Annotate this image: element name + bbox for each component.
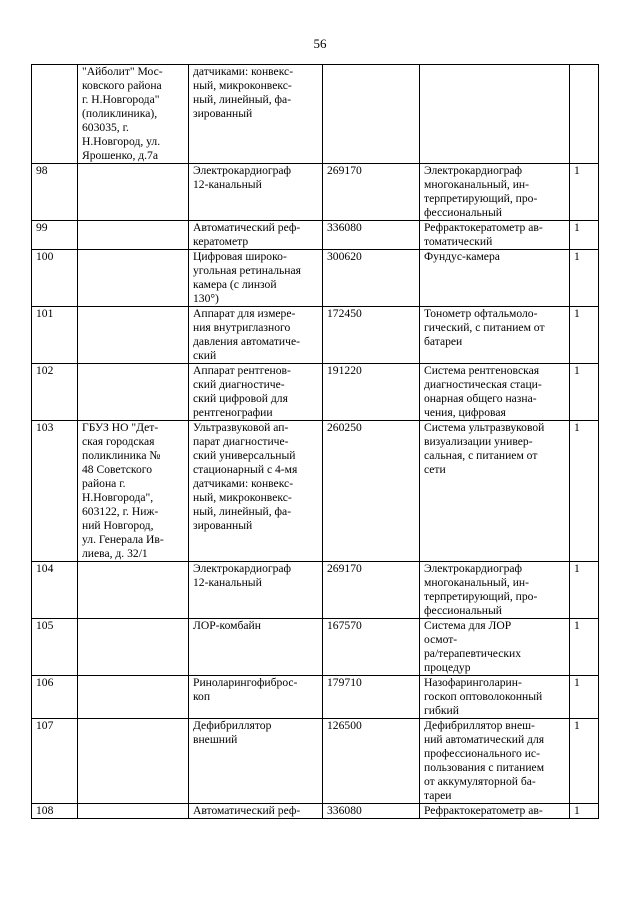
row-number-cell: 105 xyxy=(32,619,78,676)
equipment-code-cell: 172450 xyxy=(323,307,420,364)
row-number-cell: 99 xyxy=(32,221,78,250)
equipment-code-cell: 336080 xyxy=(323,221,420,250)
equipment-name-cell: Риноларингофиброс- коп xyxy=(189,676,323,719)
organization-cell xyxy=(78,676,189,719)
organization-cell xyxy=(78,619,189,676)
quantity-cell xyxy=(570,65,599,164)
table-row xyxy=(32,164,599,221)
organization-cell xyxy=(78,307,189,364)
equipment-name-cell: Автоматический реф- xyxy=(189,804,323,819)
equipment-code-cell: 269170 xyxy=(323,562,420,619)
table-row xyxy=(32,619,599,676)
equipment-code-cell: 269170 xyxy=(323,164,420,221)
equipment-type-cell: Рефрактокератометр ав- xyxy=(420,804,570,819)
equipment-code-cell xyxy=(323,65,420,164)
organization-cell xyxy=(78,562,189,619)
table-row xyxy=(32,250,599,307)
equipment-name-cell: Цифровая широко- угольная ретинальная камера (с линзой 130°) xyxy=(189,250,323,307)
row-number-cell: 106 xyxy=(32,676,78,719)
row-number-cell: 107 xyxy=(32,719,78,804)
equipment-code-cell: 167570 xyxy=(323,619,420,676)
equipment-name-cell: Электрокардиограф 12-канальный xyxy=(189,562,323,619)
equipment-type-cell: Рефрактокератометр ав- томатический xyxy=(420,221,570,250)
equipment-table-body xyxy=(32,65,599,819)
table-row xyxy=(32,221,599,250)
equipment-type-cell xyxy=(420,65,570,164)
row-number-cell: 98 xyxy=(32,164,78,221)
equipment-type-cell: Дефибриллятор внеш- ний автоматический для профессионального ис- пользования с питанием от аккумуляторной ба- тареи xyxy=(420,719,570,804)
equipment-code-cell: 336080 xyxy=(323,804,420,819)
equipment-type-cell: Электрокардиограф многоканальный, ин- терпретирующий, про- фессиональный xyxy=(420,562,570,619)
organization-cell xyxy=(78,719,189,804)
row-number-cell: 104 xyxy=(32,562,78,619)
row-number-cell: 101 xyxy=(32,307,78,364)
table-row xyxy=(32,562,599,619)
quantity-cell: 1 xyxy=(570,562,599,619)
row-number-cell: 103 xyxy=(32,421,78,562)
organization-cell xyxy=(78,804,189,819)
table-row xyxy=(32,364,599,421)
row-number-cell: 100 xyxy=(32,250,78,307)
equipment-code-cell: 191220 xyxy=(323,364,420,421)
table-row xyxy=(32,421,599,562)
quantity-cell: 1 xyxy=(570,719,599,804)
equipment-type-cell: Тонометр офтальмоло- гический, с питанием от батареи xyxy=(420,307,570,364)
equipment-name-cell: Дефибриллятор внешний xyxy=(189,719,323,804)
equipment-type-cell: Система рентгеновская диагностическая стаци- онарная общего назна- чения, цифровая xyxy=(420,364,570,421)
equipment-code-cell: 126500 xyxy=(323,719,420,804)
table-row xyxy=(32,307,599,364)
table-row xyxy=(32,676,599,719)
table-row xyxy=(32,804,599,819)
organization-cell xyxy=(78,221,189,250)
organization-cell xyxy=(78,250,189,307)
quantity-cell: 1 xyxy=(570,364,599,421)
equipment-name-cell: Аппарат рентгенов- ский диагностиче- ский цифровой для рентгенографии xyxy=(189,364,323,421)
equipment-type-cell: Фундус-камера xyxy=(420,250,570,307)
table-row xyxy=(32,719,599,804)
quantity-cell: 1 xyxy=(570,421,599,562)
row-number-cell: 108 xyxy=(32,804,78,819)
equipment-table xyxy=(31,64,599,819)
quantity-cell: 1 xyxy=(570,164,599,221)
equipment-code-cell: 260250 xyxy=(323,421,420,562)
equipment-name-cell: Ультразвуковой ап- парат диагностиче- ский универсальный стационарный с 4-мя датчиками: конвекс- ный, микроконвекс- ный, линейный, фа- зированный xyxy=(189,421,323,562)
equipment-name-cell: Электрокардиограф 12-канальный xyxy=(189,164,323,221)
quantity-cell: 1 xyxy=(570,804,599,819)
equipment-name-cell: датчиками: конвекс- ный, микроконвекс- ный, линейный, фа- зированный xyxy=(189,65,323,164)
equipment-type-cell: Назофаринголарин- госкоп оптоволоконный гибкий xyxy=(420,676,570,719)
organization-cell xyxy=(78,364,189,421)
equipment-code-cell: 179710 xyxy=(323,676,420,719)
organization-cell xyxy=(78,164,189,221)
quantity-cell: 1 xyxy=(570,250,599,307)
table-row xyxy=(32,65,599,164)
quantity-cell: 1 xyxy=(570,307,599,364)
quantity-cell: 1 xyxy=(570,221,599,250)
organization-cell: "Айболит" Мос- ковского района г. Н.Новгорода" (поликлиника), 603035, г. Н.Новгород, ул. Ярошенко, д.7а xyxy=(78,65,189,164)
quantity-cell: 1 xyxy=(570,619,599,676)
row-number-cell xyxy=(32,65,78,164)
equipment-name-cell: Аппарат для измере- ния внутриглазного давления автоматиче- ский xyxy=(189,307,323,364)
page-number: 56 xyxy=(313,36,327,51)
equipment-type-cell: Система ультразвуковой визуализации универ- сальная, с питанием от сети xyxy=(420,421,570,562)
equipment-code-cell: 300620 xyxy=(323,250,420,307)
equipment-type-cell: Электрокардиограф многоканальный, ин- терпретирующий, про- фессиональный xyxy=(420,164,570,221)
equipment-name-cell: ЛОР-комбайн xyxy=(189,619,323,676)
quantity-cell: 1 xyxy=(570,676,599,719)
row-number-cell: 102 xyxy=(32,364,78,421)
organization-cell: ГБУЗ НО "Дет- ская городская поликлиника № 48 Советского района г. Н.Новгорода", 603122, г. Ниж- ний Новгород, ул. Генерала Ив- лиева, д. 32/1 xyxy=(78,421,189,562)
equipment-type-cell: Система для ЛОР осмот- ра/терапевтических процедур xyxy=(420,619,570,676)
equipment-name-cell: Автоматический реф- кератометр xyxy=(189,221,323,250)
